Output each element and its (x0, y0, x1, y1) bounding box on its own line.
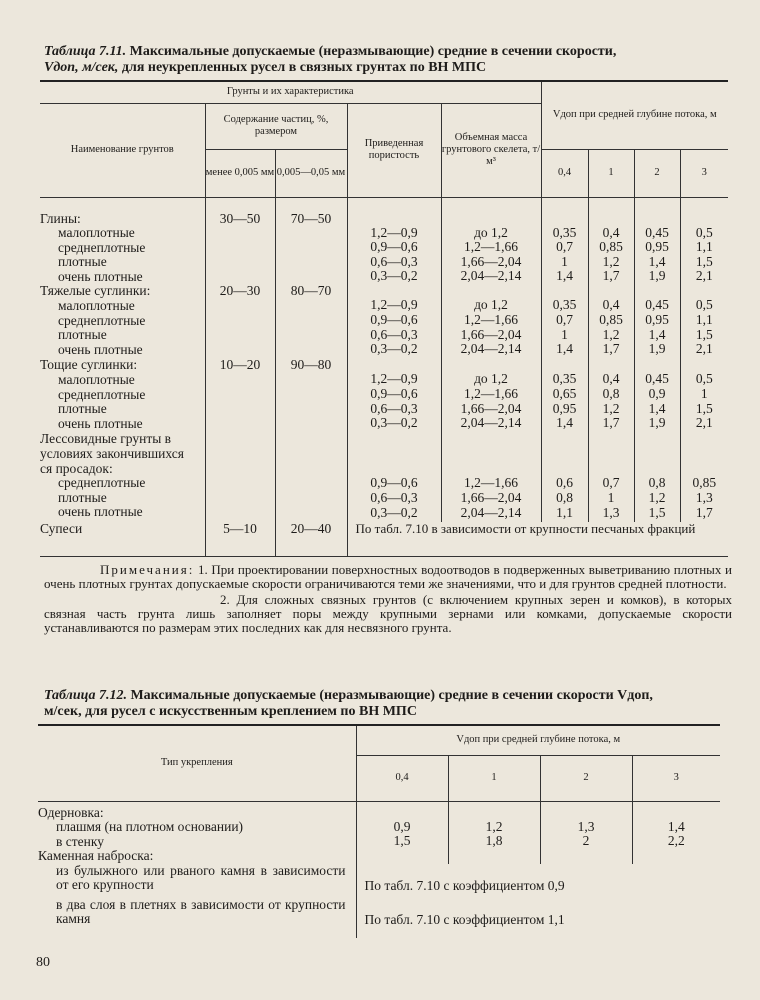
header-soils: Грунты и их характеристика (40, 81, 541, 103)
sub-item: очень плотные (58, 268, 143, 284)
note-1: 1. При проектировании поверхностных водоотводов в подверженных выветриванию плотных и очень плотных грунтах допускаемые скорости ограничиваются теми же значениями, что и для грунтов средней плотности. (44, 562, 732, 591)
cell-range: 70—50 (290, 210, 332, 226)
cell-v: 2,1 (695, 341, 713, 357)
cell-v: 0,4 (602, 297, 620, 313)
table-row (40, 522, 728, 556)
cell-v: 1 (561, 326, 568, 342)
cell-v: 1,4 (556, 341, 573, 357)
cell-range: 80—70 (290, 283, 332, 299)
stone-note-2: По табл. 7.10 с коэффициентом 1,1 (364, 911, 565, 927)
cell-v: 0,95 (552, 400, 577, 416)
group-name: Супеси (40, 521, 83, 537)
sub-item: плашмя (на плотном основании) (56, 819, 244, 835)
header-depth: 2 (634, 149, 680, 197)
caption-label: Таблица 7.12. (44, 688, 127, 703)
group-name: Глины: (40, 210, 81, 226)
sub-item: плотные (58, 489, 107, 505)
cell-v: 1,4 (556, 415, 573, 431)
cell-mass: 1,2—1,66 (464, 386, 518, 402)
cell-v: 1,1 (556, 504, 573, 520)
cell-v: 0,6 (556, 475, 573, 491)
cell-less: 20—30 (219, 283, 261, 299)
cell-v: 1,4 (648, 400, 666, 416)
caption-v: Vдоп, м/сек, (44, 60, 119, 75)
header-vdop: Vдоп при средней глубине потока, м (356, 725, 720, 755)
cell-v: 1,5 (695, 400, 713, 416)
cell-v: 1,4 (556, 268, 573, 284)
cell-porosity: 0,3—0,2 (370, 268, 418, 284)
cell-v: 1,2 (485, 818, 503, 834)
header-vdop: Vдоп при средней глубине потока, м (541, 81, 728, 149)
header-depth: 2 (540, 755, 632, 801)
caption-line2: м/сек, для русел с искусственным креплением по ВН МПС (44, 704, 417, 719)
header-depth: 0,4 (541, 149, 588, 197)
cell-porosity: 0,6—0,3 (370, 490, 418, 506)
cell-v: 0,5 (695, 297, 713, 313)
caption-line2: для неукрепленных русел в связных грунтах по ВН МПС (121, 60, 487, 75)
table-row (38, 864, 720, 898)
cell-v: 1,9 (648, 268, 666, 284)
table-row (40, 432, 728, 522)
table-7-12-caption (44, 688, 724, 720)
cell-mass: до 1,2 (474, 224, 508, 240)
cell-v: 1 (607, 490, 615, 506)
supesi-note: По табл. 7.10 в зависимости от крупности песчаных фракций (347, 522, 728, 556)
cell-porosity: 0,6—0,3 (370, 400, 418, 416)
cell-porosity: 1,2—0,9 (370, 371, 418, 387)
cell-v: 0,8 (556, 490, 573, 506)
cell-v: 2 (582, 833, 590, 849)
header-depth: 1 (588, 149, 634, 197)
cell-v: 1,3 (602, 504, 620, 520)
cell-porosity: 0,3—0,2 (370, 341, 418, 357)
group-name: Каменная наброска: (38, 848, 154, 864)
cell-v: 0,9 (393, 818, 411, 834)
cell-v: 0,8 (648, 475, 666, 491)
caption-text: Максимальные допускаемые (неразмывающие) средние в сечении скорости, (129, 44, 617, 59)
cell-v: 0,45 (645, 224, 669, 240)
header-depth: 3 (632, 755, 720, 801)
cell-v: 1,7 (695, 504, 713, 520)
cell-v: 1,2 (648, 490, 666, 506)
stone-note-1: По табл. 7.10 с коэффициентом 0,9 (364, 877, 565, 893)
cell-v: 0,45 (645, 297, 669, 313)
group-name: условиях закончившихся (40, 446, 184, 462)
cell-v: 0,95 (645, 312, 669, 328)
table-row (38, 898, 720, 938)
table-7-11-caption (44, 44, 724, 76)
header-name: Наименование грунтов (40, 103, 205, 197)
sub-item: очень плотные (58, 341, 143, 357)
caption-text: Максимальные допускаемые (неразмывающие) средние в сечении скорости Vдоп, (130, 688, 653, 703)
sub-item: малоплотные (58, 372, 135, 388)
cell-range: 90—80 (290, 357, 332, 373)
caption-label: Таблица 7.11. (44, 44, 127, 59)
cell-v: 1,7 (602, 268, 620, 284)
table-7-11 (40, 80, 728, 557)
header-particles: Содержание частиц, %, размером (205, 103, 347, 149)
header-depth: 0,4 (356, 755, 448, 801)
cell-less: 5—10 (223, 521, 257, 537)
table-row (40, 284, 728, 358)
table-row (38, 801, 720, 864)
cell-v: 1,5 (393, 833, 411, 849)
cell-mass: 1,66—2,04 (460, 400, 522, 416)
header-less: менее 0,005 мм (205, 149, 275, 197)
cell-v: 0,8 (602, 386, 620, 402)
cell-v: 0,45 (645, 371, 669, 387)
cell-less: 30—50 (219, 210, 261, 226)
cell-v: 0,5 (695, 371, 713, 387)
sub-item: среднеплотные (58, 239, 146, 255)
cell-range: 20—40 (290, 521, 332, 537)
cell-v: 1,2 (602, 253, 620, 269)
cell-v: 1,1 (695, 239, 713, 255)
cell-v: 1,7 (602, 341, 620, 357)
cell-v: 0,5 (695, 224, 713, 240)
cell-v: 0,35 (552, 224, 577, 240)
cell-mass: 1,2—1,66 (464, 312, 518, 328)
cell-v: 1,7 (602, 415, 620, 431)
cell-porosity: 1,2—0,9 (370, 297, 418, 313)
cell-v: 1,9 (648, 341, 666, 357)
cell-v: 1,2 (602, 326, 620, 342)
cell-v: 1,3 (695, 490, 713, 506)
cell-v: 0,85 (692, 475, 717, 491)
note-2: 2. Для сложных связных грунтов (с включением крупных зерен и комков), в которых связная часть грунта лишь заполняет поры между крупными зернами или комками, допускаемые скорости устанавливаются по размерам этих последних как для несвязного грунта. (44, 592, 732, 635)
cell-v: 0,85 (599, 239, 623, 255)
cell-v: 0,9 (648, 386, 666, 402)
cell-v: 1,4 (667, 818, 685, 834)
stone-item-1: из булыжного или рваного камня в зависимости от его крупности (38, 864, 356, 898)
cell-v: 1,8 (485, 833, 503, 849)
cell-porosity: 0,3—0,2 (370, 504, 418, 520)
cell-v: 1,1 (695, 312, 713, 328)
group-name: Тяжелые суглинки: (40, 283, 151, 299)
cell-v: 0,4 (602, 224, 620, 240)
stone-item-2: в два слоя в плетнях в зависимости от крупности камня (38, 898, 356, 938)
group-name: Тощие суглинки: (40, 357, 138, 373)
cell-mass: 2,04—2,14 (460, 341, 522, 357)
cell-v: 0,35 (552, 371, 577, 387)
cell-porosity: 0,9—0,6 (370, 475, 418, 491)
cell-v: 1,2 (602, 400, 620, 416)
cell-mass: до 1,2 (474, 371, 508, 387)
cell-v: 1,5 (695, 253, 713, 269)
sub-item: очень плотные (58, 504, 143, 520)
cell-v: 1 (561, 253, 568, 269)
cell-mass: 2,04—2,14 (460, 504, 522, 520)
cell-v: 0,35 (552, 297, 577, 313)
sub-item: малоплотные (58, 298, 135, 314)
cell-v: 1,5 (648, 504, 666, 520)
header-porosity: Приведенная пористость (347, 103, 441, 197)
cell-mass: 1,2—1,66 (464, 475, 518, 491)
header-type: Тип укрепления (38, 725, 356, 801)
group-name: Одерновка: (38, 804, 104, 820)
header-depth: 3 (680, 149, 728, 197)
cell-mass: 1,66—2,04 (460, 253, 522, 269)
table-row (40, 197, 728, 284)
cell-v: 0,7 (602, 475, 620, 491)
table-row (40, 358, 728, 432)
cell-v: 0,7 (556, 312, 573, 328)
group-name: Лессовидные грунты в (40, 431, 172, 447)
sub-item: плотные (58, 401, 107, 417)
cell-v: 0,95 (645, 239, 669, 255)
table-7-12 (38, 724, 720, 938)
header-mass: Объемная масса грунтового скелета, т/м³ (441, 103, 541, 197)
header-depth: 1 (448, 755, 540, 801)
cell-mass: 1,66—2,04 (460, 326, 522, 342)
sub-item: среднеплотные (58, 386, 146, 402)
cell-v: 2,1 (695, 268, 713, 284)
cell-mass: 1,66—2,04 (460, 490, 522, 506)
sub-item: малоплотные (58, 225, 135, 241)
sub-item: плотные (58, 254, 107, 270)
cell-v: 1,9 (648, 415, 666, 431)
cell-porosity: 1,2—0,9 (370, 224, 418, 240)
cell-v: 1,4 (648, 326, 666, 342)
cell-mass: 2,04—2,14 (460, 268, 522, 284)
cell-v: 1 (700, 386, 708, 402)
header-range: 0,005—0,05 мм (275, 149, 347, 197)
cell-v: 0,4 (602, 371, 620, 387)
cell-v: 1,4 (648, 253, 666, 269)
cell-v: 1,5 (695, 326, 713, 342)
cell-mass: 1,2—1,66 (464, 239, 518, 255)
cell-mass: 2,04—2,14 (460, 415, 522, 431)
page-number: 80 (36, 955, 50, 970)
sub-item: плотные (58, 327, 107, 343)
sub-item: среднеплотные (58, 475, 146, 491)
cell-porosity: 0,9—0,6 (370, 312, 418, 328)
cell-porosity: 0,9—0,6 (370, 386, 418, 402)
sub-item: очень плотные (58, 415, 143, 431)
cell-porosity: 0,6—0,3 (370, 253, 418, 269)
sub-item: среднеплотные (58, 312, 146, 328)
cell-v: 0,7 (556, 239, 573, 255)
notes-title: Примечания: (100, 562, 195, 577)
cell-porosity: 0,3—0,2 (370, 415, 418, 431)
group-name: ся просадок: (40, 460, 113, 476)
cell-v: 0,85 (599, 312, 623, 328)
cell-mass: до 1,2 (474, 297, 508, 313)
cell-porosity: 0,6—0,3 (370, 326, 418, 342)
cell-porosity: 0,9—0,6 (370, 239, 418, 255)
notes (44, 563, 732, 637)
cell-v: 2,1 (695, 415, 713, 431)
cell-v: 1,3 (577, 818, 595, 834)
cell-v: 2,2 (667, 833, 685, 849)
cell-less: 10—20 (219, 357, 261, 373)
cell-v: 0,65 (552, 386, 577, 402)
sub-item: в стенку (56, 833, 104, 849)
